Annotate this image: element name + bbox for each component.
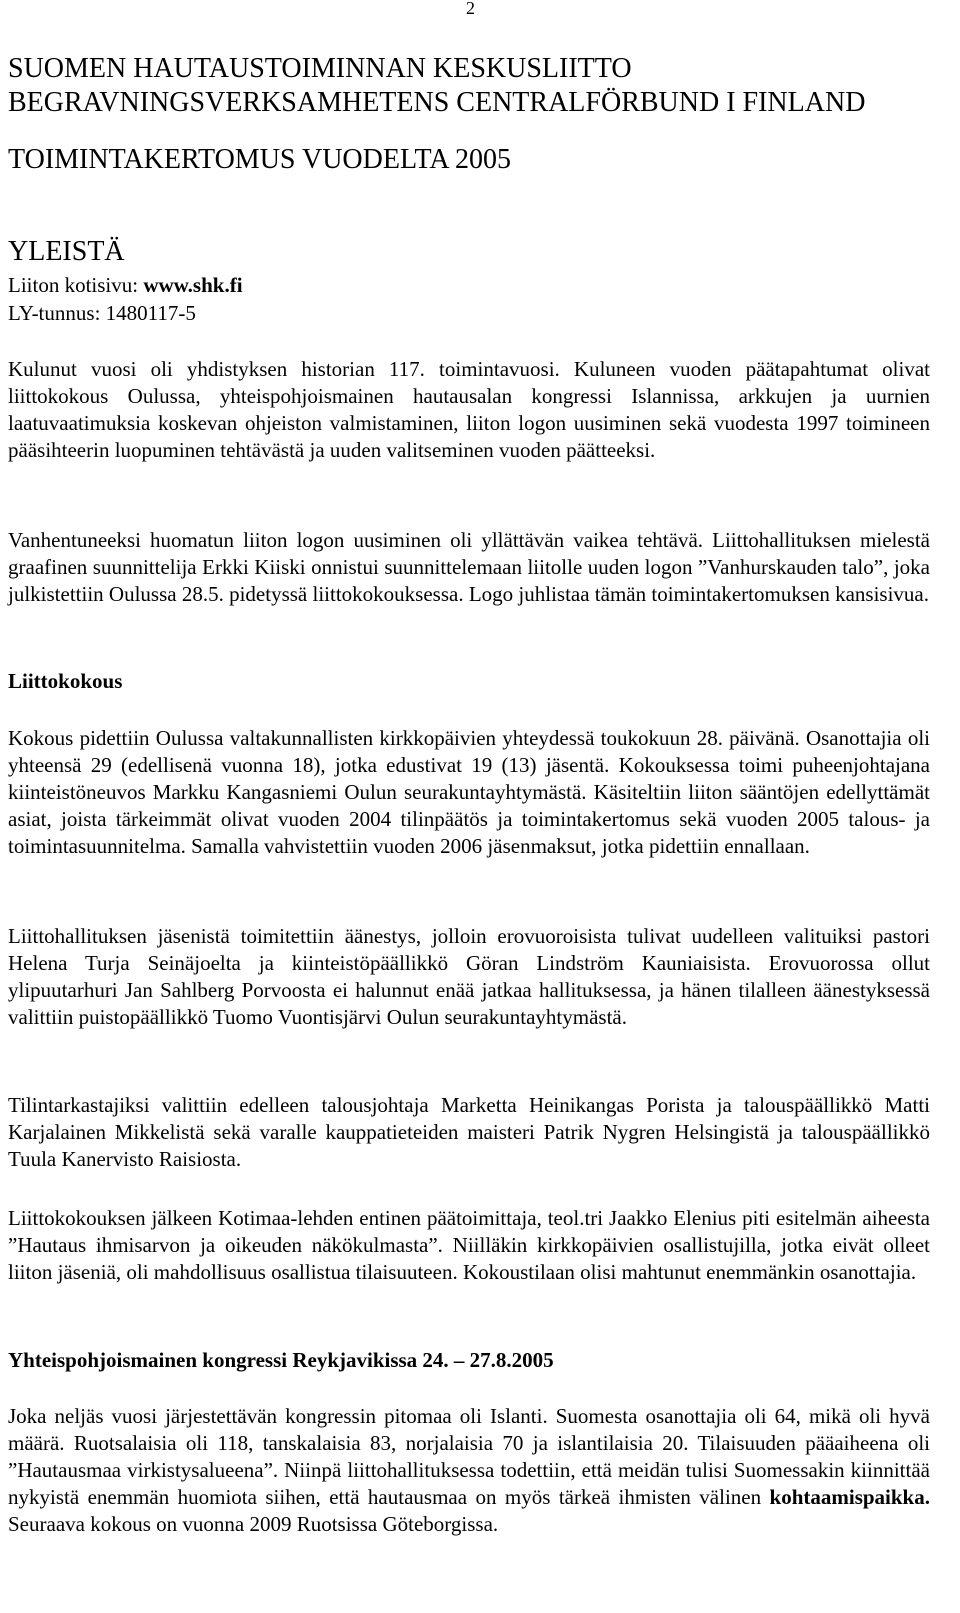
congress-paragraph-end: Seuraava kokous on vuonna 2009 Ruotsissa Göteborgissa. xyxy=(8,1512,499,1536)
organization-name-swedish: BEGRAVNINGSVERKSAMHETENS CENTRALFÖRBUND I FINLAND xyxy=(8,87,866,118)
section-heading-general: YLEISTÄ xyxy=(8,236,125,267)
meeting-paragraph-1: Kokous pidettiin Oulussa valtakunnallisten kirkkopäivien yhteydessä toukokuun 28. päivänä. Osanottajia oli yhteensä 29 (edellisenä vuonna 18), jotka edustivat 19 (13) jäsentä. Kokouksessa toimi puheenjohtajana kiinteistöneuvos Markku Kangasniemi Oulun seurakuntayhtymästä. Käsiteltiin liiton sääntöjen edellyttämät asiat, joista tärkeimmät olivat vuoden 2004 tilinpäätös ja toimintakertomus sekä vuoden 2005 talous- ja toimintasuunnitelma. Samalla vahvistettiin vuoden 2006 jäsenmaksut, jotka pidettiin ennallaan. xyxy=(8,726,930,858)
congress-paragraph-emphasis: kohtaamispaikka. xyxy=(769,1485,930,1509)
website-line xyxy=(8,272,930,299)
website-link[interactable]: www.shk.fi xyxy=(143,273,243,297)
meeting-paragraph-2: Liittohallituksen jäsenistä toimitettiin äänestys, jolloin erovuoroisista tulivat uudelleen valituiksi pastori Helena Turja Seinäjoelta ja kiinteistöpäällikkö Göran Lindström Kauniaisista. Erovuorossa ollut ylipuutarhuri Jan Sahlberg Porvoosta ei halunnut enää jatkaa hallituksessa, ja hänen tilalleen äänestyksessä valittiin puistopäällikkö Tuomo Vuontisjärvi Oulun seurakuntayhtymästä. xyxy=(8,924,930,1029)
general-paragraph-2: Vanhentuneeksi huomatun liiton logon uusiminen oli yllättävän vaikea tehtävä. Liittohallituksen mielestä graafinen suunnittelija Erkki Kiiski onnistui suunnittelemaan liitolle uuden logon ”Vanhurskauden talo”, joka julkistettiin Oulussa 28.5. pidetyssä liittokokouksessa. Logo juhlistaa tämän toimintakertomuksen kansisivua. xyxy=(8,528,930,606)
website-label: Liiton kotisivu: xyxy=(8,273,144,297)
section-heading-congress: Yhteispohjoismainen kongressi Reykjavikissa 24. – 27.8.2005 xyxy=(8,1348,554,1372)
page-number: 2 xyxy=(466,0,475,18)
organization-header xyxy=(8,52,930,120)
meeting-paragraph-3: Tilintarkastajiksi valittiin edelleen talousjohtaja Marketta Heinikangas Porista ja talouspäällikkö Matti Karjalainen Mikkelistä sekä varalle kauppatieteiden maisteri Patrik Nygren Helsingistä ja talouspäällikkö Tuula Kanervisto Raisiosta. xyxy=(8,1093,930,1171)
congress-paragraph xyxy=(8,1403,930,1538)
organization-name-finnish: SUOMEN HAUTAUSTOIMINNAN KESKUSLIITTO xyxy=(8,53,632,84)
congress-paragraph-start: Joka neljäs vuosi järjestettävän kongressin pitomaa oli Islanti. Suomesta osanottajia oli 64, mikä oli hyvä määrä. Ruotsalaisia oli 118, tanskalaisia 83, norjalaisia 70 ja islantilaisia 20. Tilaisuuden pääaiheena oli ”Hautausmaa virkistysalueena”. Niinpä liittohallituksessa todettiin, että meidän tulisi Suomessakin kiinnittää nykyistä enemmän huomiota siihen, että hautausmaa on myös tärkeä ihmisten välinen xyxy=(8,1404,930,1509)
section-heading-meeting: Liittokokous xyxy=(8,669,123,693)
business-id: LY-tunnus: 1480117-5 xyxy=(8,301,196,325)
general-paragraph-1: Kulunut vuosi oli yhdistyksen historian 117. toimintavuosi. Kuluneen vuoden päätapahtumat olivat liittokokous Oulussa, yhteispohjoismainen hautausalan kongressi Islannissa, arkkujen ja uurnien laatuvaatimuksia koskevan ohjeiston valmistaminen, liiton logon uusiminen sekä vuodesta 1997 toimineen pääsihteerin luopuminen tehtävästä ja uuden valitseminen vuoden päätteeksi. xyxy=(8,357,930,462)
report-title: TOIMINTAKERTOMUS VUODELTA 2005 xyxy=(8,144,512,175)
meeting-paragraph-4: Liittokokouksen jälkeen Kotimaa-lehden entinen päätoimittaja, teol.tri Jaakko Elenius piti esitelmän aiheesta ”Hautaus ihmisarvon ja oikeuden näkökulmasta”. Niilläkin kirkkopäivien osallistujilla, jotka eivät olleet liiton jäseniä, oli mahdollisuus osallistua tilaisuuteen. Kokoustilaan olisi mahtunut enemmänkin osanottajia. xyxy=(8,1206,930,1284)
